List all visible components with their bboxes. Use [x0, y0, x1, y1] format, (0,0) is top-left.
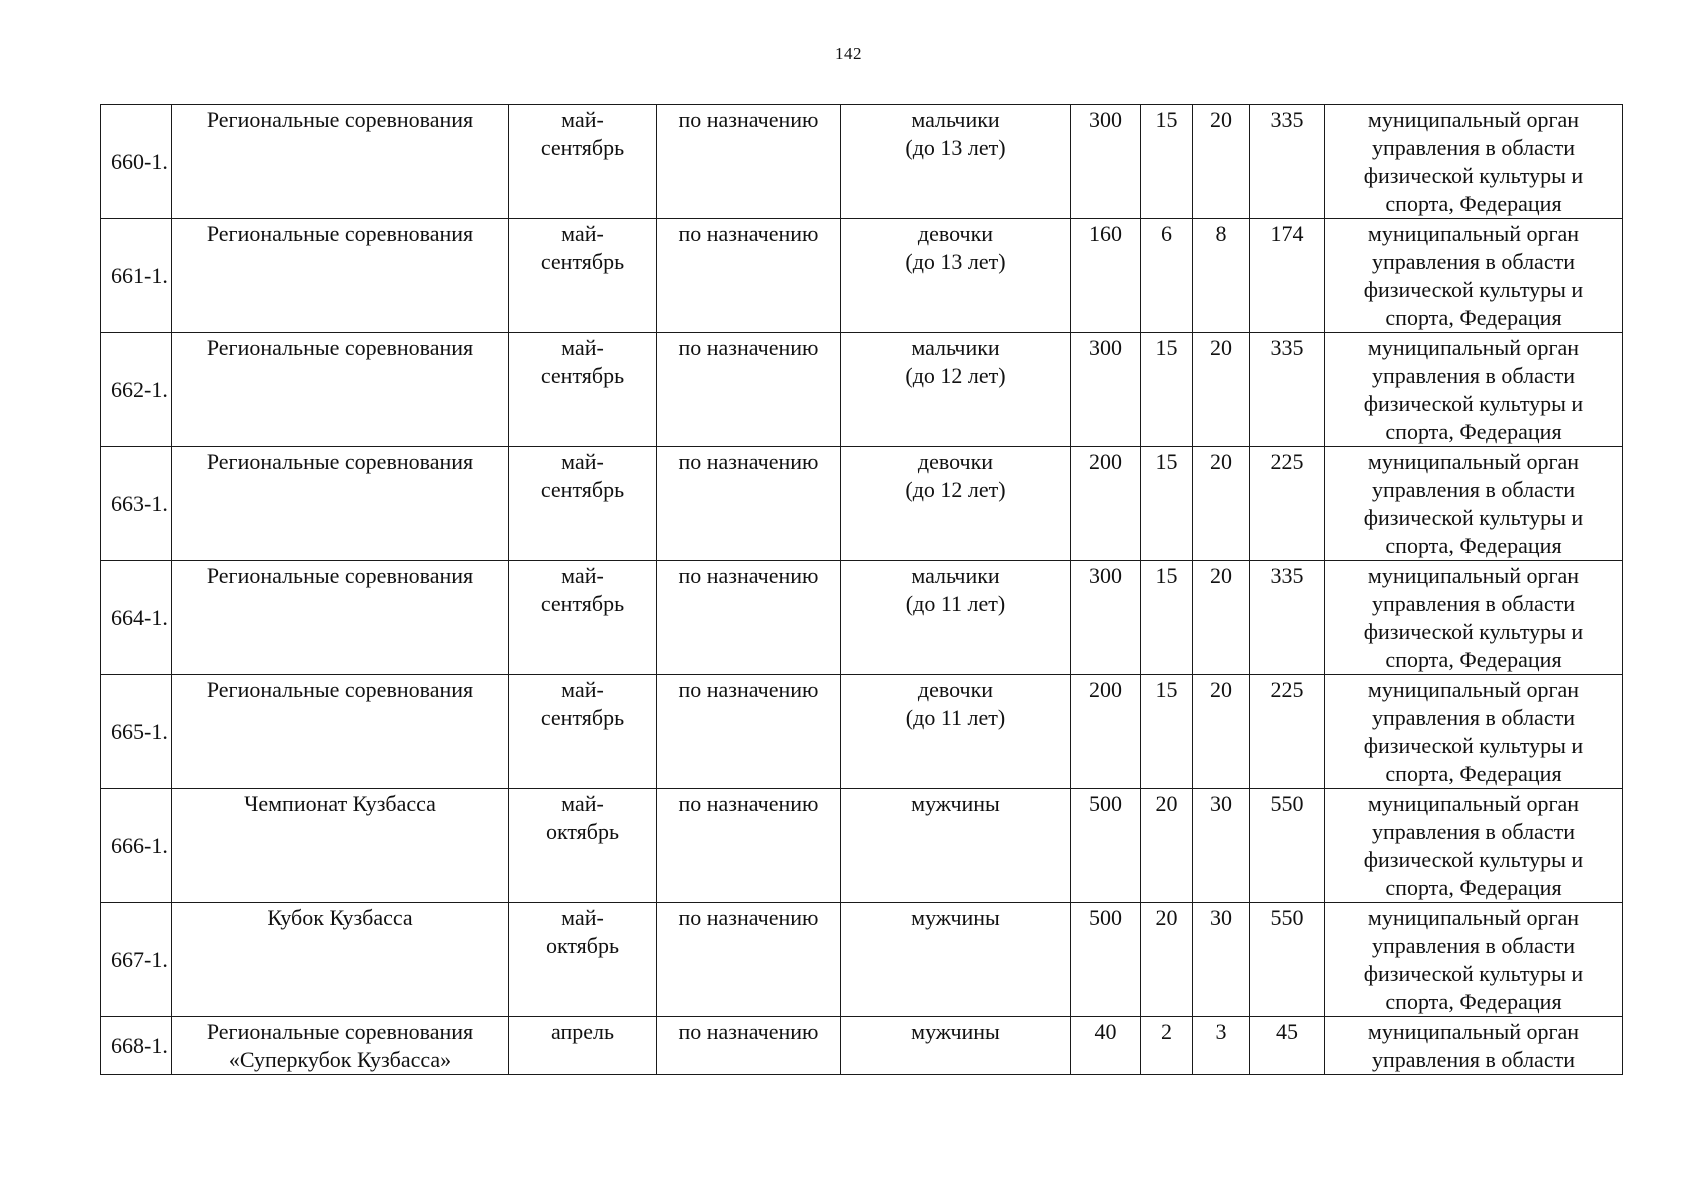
table-row — [101, 561, 1623, 675]
organizer-cell — [1325, 1017, 1623, 1075]
athletes-count-cell: 300 — [1071, 105, 1141, 219]
event-place-cell: по назначению — [657, 903, 841, 1017]
organizer-line: муниципальный орган — [1367, 677, 1580, 702]
event-period-cell — [509, 219, 657, 333]
judges-count-cell: 20 — [1193, 561, 1250, 675]
event-period-cell — [509, 789, 657, 903]
organizer-cell — [1325, 447, 1623, 561]
event-period-cell — [509, 447, 657, 561]
organizer-line: физической культуры и — [1363, 733, 1584, 758]
judges-count-cell: 20 — [1193, 447, 1250, 561]
event-name-line: Кубок Кузбасса — [267, 905, 413, 930]
event-place-cell: по назначению — [657, 675, 841, 789]
athletes-count-cell: 500 — [1071, 903, 1141, 1017]
judges-count-cell: 30 — [1193, 903, 1250, 1017]
event-period-cell — [509, 1017, 657, 1075]
organizer-line: физической культуры и — [1363, 277, 1584, 302]
events-table — [100, 104, 1623, 1075]
organizer-line: управления в области — [1372, 363, 1575, 388]
coaches-count-cell: 15 — [1141, 561, 1193, 675]
total-count-cell: 225 — [1250, 675, 1325, 789]
organizer-line: физической культуры и — [1363, 847, 1584, 872]
table-row — [101, 219, 1623, 333]
judges-count-cell: 3 — [1193, 1017, 1250, 1075]
event-name-line: «Суперкубок Кузбасса» — [228, 1047, 452, 1072]
participants-line: (до 13 лет) — [905, 249, 1006, 274]
table-row — [101, 903, 1623, 1017]
organizer-line: управления в области — [1372, 249, 1575, 274]
total-count-cell: 335 — [1250, 561, 1325, 675]
row-number-cell: 663-1. — [101, 447, 172, 561]
participants-line: девочки — [917, 449, 994, 474]
event-period-cell — [509, 561, 657, 675]
row-number-cell: 660-1. — [101, 105, 172, 219]
organizer-line: управления в области — [1372, 819, 1575, 844]
event-period-line: сентябрь — [540, 477, 625, 502]
participants-line: (до 13 лет) — [905, 135, 1006, 160]
organizer-line: муниципальный орган — [1367, 335, 1580, 360]
event-name-cell — [172, 447, 509, 561]
event-place-cell: по назначению — [657, 333, 841, 447]
event-period-cell — [509, 675, 657, 789]
total-count-cell: 550 — [1250, 789, 1325, 903]
organizer-line: управления в области — [1372, 591, 1575, 616]
coaches-count-cell: 20 — [1141, 903, 1193, 1017]
organizer-line: спорта, Федерация — [1385, 191, 1562, 216]
organizer-line: управления в области — [1372, 933, 1575, 958]
judges-count-cell: 20 — [1193, 675, 1250, 789]
event-period-line: май- — [561, 107, 604, 132]
row-number-cell: 668-1. — [101, 1017, 172, 1075]
coaches-count-cell: 15 — [1141, 333, 1193, 447]
athletes-count-cell: 40 — [1071, 1017, 1141, 1075]
table-body — [101, 105, 1623, 1075]
organizer-line: спорта, Федерация — [1385, 989, 1562, 1014]
participants-line: (до 11 лет) — [905, 705, 1006, 730]
row-number-cell: 662-1. — [101, 333, 172, 447]
table-row — [101, 105, 1623, 219]
event-name-cell — [172, 789, 509, 903]
organizer-line: спорта, Федерация — [1385, 875, 1562, 900]
total-count-cell: 225 — [1250, 447, 1325, 561]
event-period-line: май- — [561, 791, 604, 816]
participants-cell — [841, 903, 1071, 1017]
participants-cell — [841, 219, 1071, 333]
judges-count-cell: 20 — [1193, 333, 1250, 447]
event-period-line: май- — [561, 563, 604, 588]
participants-line: мальчики — [911, 335, 1000, 360]
organizer-line: муниципальный орган — [1367, 107, 1580, 132]
coaches-count-cell: 2 — [1141, 1017, 1193, 1075]
participants-line: (до 12 лет) — [905, 477, 1006, 502]
organizer-line: спорта, Федерация — [1385, 419, 1562, 444]
coaches-count-cell: 6 — [1141, 219, 1193, 333]
event-name-cell — [172, 105, 509, 219]
coaches-count-cell: 15 — [1141, 447, 1193, 561]
table-row — [101, 1017, 1623, 1075]
athletes-count-cell: 160 — [1071, 219, 1141, 333]
event-name-line: Региональные соревнования — [206, 221, 474, 246]
event-name-line: Региональные соревнования — [206, 677, 474, 702]
event-period-cell — [509, 333, 657, 447]
event-name-line: Региональные соревнования — [206, 335, 474, 360]
organizer-cell — [1325, 333, 1623, 447]
total-count-cell: 45 — [1250, 1017, 1325, 1075]
participants-cell — [841, 561, 1071, 675]
event-period-line: май- — [561, 905, 604, 930]
event-period-cell — [509, 903, 657, 1017]
event-period-line: сентябрь — [540, 591, 625, 616]
table-row — [101, 789, 1623, 903]
event-period-line: май- — [561, 335, 604, 360]
participants-line: мужчины — [911, 1019, 1000, 1044]
organizer-line: управления в области — [1372, 705, 1575, 730]
organizer-cell — [1325, 105, 1623, 219]
row-number-cell: 664-1. — [101, 561, 172, 675]
organizer-line: муниципальный орган — [1367, 905, 1580, 930]
event-name-cell — [172, 903, 509, 1017]
participants-line: (до 11 лет) — [905, 591, 1006, 616]
event-place-cell: по назначению — [657, 219, 841, 333]
organizer-line: физической культуры и — [1363, 505, 1584, 530]
row-number-cell: 665-1. — [101, 675, 172, 789]
event-period-line: сентябрь — [540, 705, 625, 730]
participants-cell — [841, 675, 1071, 789]
event-name-cell — [172, 219, 509, 333]
participants-line: мальчики — [911, 107, 1000, 132]
event-period-line: сентябрь — [540, 363, 625, 388]
participants-line: мужчины — [911, 791, 1000, 816]
organizer-line: муниципальный орган — [1367, 563, 1580, 588]
organizer-line: физической культуры и — [1363, 391, 1584, 416]
organizer-line: спорта, Федерация — [1385, 305, 1562, 330]
judges-count-cell: 8 — [1193, 219, 1250, 333]
table-row — [101, 447, 1623, 561]
coaches-count-cell: 15 — [1141, 105, 1193, 219]
row-number-cell: 667-1. — [101, 903, 172, 1017]
organizer-line: управления в области — [1372, 1047, 1575, 1072]
event-period-line: сентябрь — [540, 135, 625, 160]
event-period-line: апрель — [550, 1019, 615, 1044]
organizer-cell — [1325, 675, 1623, 789]
participants-line: мальчики — [911, 563, 1000, 588]
athletes-count-cell: 300 — [1071, 333, 1141, 447]
organizer-cell — [1325, 903, 1623, 1017]
event-period-cell — [509, 105, 657, 219]
row-number-cell: 661-1. — [101, 219, 172, 333]
participants-line: (до 12 лет) — [905, 363, 1006, 388]
event-period-line: сентябрь — [540, 249, 625, 274]
participants-cell — [841, 447, 1071, 561]
page-number: 142 — [835, 44, 862, 63]
event-place-cell: по назначению — [657, 1017, 841, 1075]
organizer-line: спорта, Федерация — [1385, 533, 1562, 558]
judges-count-cell: 20 — [1193, 105, 1250, 219]
participants-line: мужчины — [911, 905, 1000, 930]
event-period-line: май- — [561, 677, 604, 702]
organizer-line: физической культуры и — [1363, 619, 1584, 644]
organizer-line: муниципальный орган — [1367, 221, 1580, 246]
organizer-line: физической культуры и — [1363, 961, 1584, 986]
event-place-cell: по назначению — [657, 789, 841, 903]
event-period-line: май- — [561, 221, 604, 246]
organizer-line: спорта, Федерация — [1385, 647, 1562, 672]
participants-cell — [841, 789, 1071, 903]
organizer-line: физической культуры и — [1363, 163, 1584, 188]
organizer-line: управления в области — [1372, 477, 1575, 502]
event-name-line: Региональные соревнования — [206, 563, 474, 588]
organizer-cell — [1325, 561, 1623, 675]
athletes-count-cell: 200 — [1071, 447, 1141, 561]
athletes-count-cell: 500 — [1071, 789, 1141, 903]
judges-count-cell: 30 — [1193, 789, 1250, 903]
organizer-line: муниципальный орган — [1367, 1019, 1580, 1044]
event-place-cell: по назначению — [657, 105, 841, 219]
event-place-cell: по назначению — [657, 561, 841, 675]
event-name-cell — [172, 333, 509, 447]
participants-cell — [841, 1017, 1071, 1075]
total-count-cell: 335 — [1250, 105, 1325, 219]
event-name-cell — [172, 675, 509, 789]
participants-cell — [841, 333, 1071, 447]
event-name-line: Региональные соревнования — [206, 107, 474, 132]
organizer-cell — [1325, 789, 1623, 903]
total-count-cell: 335 — [1250, 333, 1325, 447]
event-period-line: май- — [561, 449, 604, 474]
event-name-cell — [172, 1017, 509, 1075]
table-row — [101, 333, 1623, 447]
athletes-count-cell: 300 — [1071, 561, 1141, 675]
row-number-cell: 666-1. — [101, 789, 172, 903]
event-name-cell — [172, 561, 509, 675]
participants-line: девочки — [917, 677, 994, 702]
total-count-cell: 174 — [1250, 219, 1325, 333]
event-name-line: Региональные соревнования — [206, 1019, 474, 1044]
total-count-cell: 550 — [1250, 903, 1325, 1017]
athletes-count-cell: 200 — [1071, 675, 1141, 789]
event-place-cell: по назначению — [657, 447, 841, 561]
participants-cell — [841, 105, 1071, 219]
organizer-line: муниципальный орган — [1367, 791, 1580, 816]
coaches-count-cell: 20 — [1141, 789, 1193, 903]
organizer-line: управления в области — [1372, 135, 1575, 160]
organizer-line: спорта, Федерация — [1385, 761, 1562, 786]
organizer-cell — [1325, 219, 1623, 333]
organizer-line: муниципальный орган — [1367, 449, 1580, 474]
participants-line: девочки — [917, 221, 994, 246]
event-period-line: октябрь — [545, 819, 620, 844]
event-name-line: Чемпионат Кузбасса — [244, 791, 436, 816]
coaches-count-cell: 15 — [1141, 675, 1193, 789]
table-row — [101, 675, 1623, 789]
event-name-line: Региональные соревнования — [206, 449, 474, 474]
event-period-line: октябрь — [545, 933, 620, 958]
